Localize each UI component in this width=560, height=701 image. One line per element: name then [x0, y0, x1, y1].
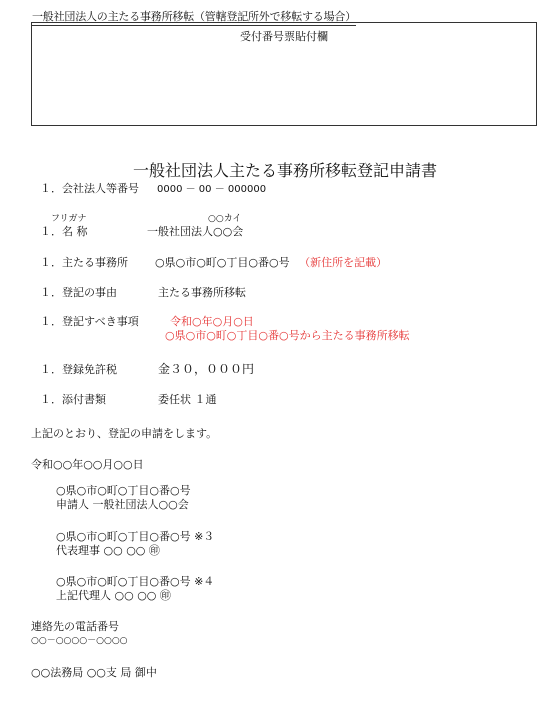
main-office-note: （新住所を記載）	[299, 256, 388, 269]
reason-label: １．登記の事由	[40, 286, 117, 299]
form-title: 一般社団法人主たる事務所移転登記申請書	[133, 161, 438, 180]
attachments-row	[40, 391, 217, 407]
reason-value: 主たる事務所移転	[158, 286, 246, 299]
main-office-label: １．主たる事務所	[40, 256, 128, 269]
company-number-label: １．会社法人等番号	[40, 182, 139, 195]
attachments-label: １．添付書類	[40, 393, 106, 406]
representative-name: 代表理事 ○○ ○○ ㊞	[56, 544, 160, 557]
addressee: ○○法務局 ○○支 局 御中	[31, 666, 157, 679]
matters-date: 令和○年○月○日	[170, 315, 254, 328]
reason-row	[40, 284, 246, 300]
furigana-value: ○○カイ	[208, 214, 242, 224]
agent-address: ○県○市○町○丁目○番○号 ※４	[56, 575, 215, 588]
receipt-stamp-label: 受付番号票貼付欄	[240, 30, 328, 43]
furigana-label: フリガナ	[51, 214, 87, 224]
receipt-stamp-box	[31, 22, 537, 126]
company-number-row	[40, 180, 266, 196]
attachments-value: 委任状 １通	[158, 393, 217, 406]
main-office-value: ○県○市○町○丁目○番○号	[155, 256, 290, 269]
contact-phone: ○○－○○○○－○○○○	[31, 636, 128, 646]
representative-address: ○県○市○町○丁目○番○号 ※３	[56, 530, 215, 543]
application-statement: 上記のとおり、登記の申請をします。	[31, 427, 218, 440]
name-row	[40, 223, 243, 239]
applicant-address: ○県○市○町○丁目○番○号	[56, 484, 191, 497]
agent-name: 上記代理人 ○○ ○○ ㊞	[56, 589, 171, 602]
document-header: 一般社団法人の主たる事務所移転（管轄登記所外で移転する場合）	[32, 8, 356, 26]
application-date: 令和○○年○○月○○日	[31, 458, 144, 471]
tax-row	[40, 360, 254, 377]
applicant-name: 申請人 一般社団法人○○会	[56, 498, 189, 511]
tax-value: 金３０，０００円	[158, 362, 255, 376]
matters-description: ○県○市○町○丁目○番○号から主たる事務所移転	[165, 329, 410, 342]
name-value: 一般社団法人○○会	[147, 225, 244, 238]
company-number-value: 0000 － 00 － 000000	[157, 184, 267, 195]
name-label: １．名 称	[40, 225, 88, 238]
main-office-row	[40, 254, 387, 270]
contact-label: 連絡先の電話番号	[31, 620, 119, 633]
tax-label: １．登録免許税	[40, 363, 117, 376]
matters-label: １．登記すべき事項	[40, 315, 139, 328]
